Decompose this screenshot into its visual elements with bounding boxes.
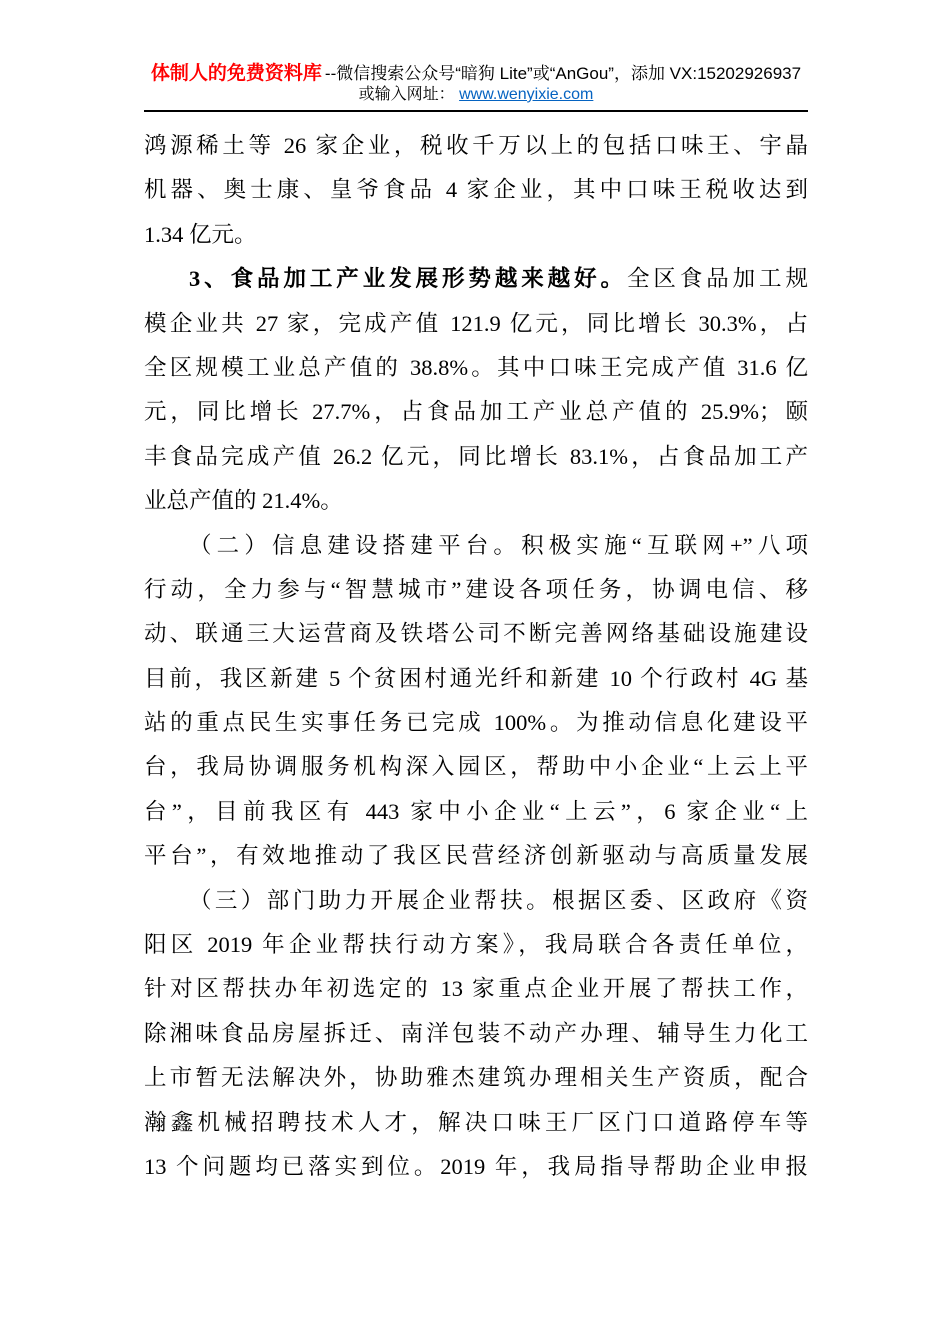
text-run: 行动，全力参与“智慧城市”建设各项任务，协调电信、移	[144, 576, 808, 602]
text-run: 13 个问题均已落实到位。2019 年，我局指导帮助企业申报	[144, 1153, 808, 1179]
text-line	[144, 834, 808, 878]
text-line	[144, 302, 808, 346]
text-run: 丰食品完成产值 26.2 亿元，同比增长 83.1%，占食品加工产	[144, 443, 808, 469]
text-run: 台”，目前我区有 443 家中小企业“上云”，6 家企业“上	[144, 798, 808, 824]
text-run: 上市暂无法解决外，协助雅杰建筑办理相关生产资质，配合	[144, 1065, 808, 1091]
text-line	[144, 1101, 808, 1145]
text-line	[144, 213, 808, 257]
text-run: 动、联通三大运营商及铁塔公司不断完善网络基础设施建设	[144, 621, 808, 647]
website-label: 或输入网址：	[358, 86, 455, 103]
text-run: 针对区帮扶办年初选定的 13 家重点企业开展了帮扶工作，	[144, 976, 808, 1002]
text-line	[144, 479, 808, 523]
text-run: 目前，我区新建 5 个贫困村通光纤和新建 10 个行政村 4G 基	[144, 665, 808, 691]
text-line	[144, 745, 808, 789]
text-line	[144, 1012, 808, 1056]
text-line	[144, 879, 808, 923]
text-line	[144, 612, 808, 656]
text-run: 台，我局协调服务机构深入园区，帮助中小企业“上云上平	[144, 754, 808, 780]
text-line	[144, 124, 808, 168]
text-run: 除湘味食品房屋拆迁、南洋包装不动产办理、辅导生力化工	[144, 1020, 808, 1046]
text-line	[144, 967, 808, 1011]
text-run: 机器、奥士康、皇爷食品 4 家企业，其中口味王税收达到	[144, 177, 808, 203]
text-run: 平台”，有效地推动了我区民营经济创新驱动与高质量发展	[144, 843, 808, 869]
text-line	[144, 657, 808, 701]
text-line	[144, 390, 808, 434]
text-line	[144, 1145, 808, 1189]
header-line-1	[144, 62, 808, 85]
header-tagline: --微信搜索公众号“暗狗 Lite”或“AnGou”，添加 VX:15202926937	[324, 64, 802, 83]
text-run: 全区规模工业总产值的 38.8%。其中口味王完成产值 31.6 亿	[144, 354, 808, 380]
page-header	[144, 62, 808, 112]
text-line	[144, 435, 808, 479]
brand-text: 体制人的免费资料库	[150, 63, 322, 84]
text-line	[144, 1056, 808, 1100]
text-run: 1.34 亿元。	[144, 221, 257, 247]
text-run: 元，同比增长 27.7%，占食品加工产业总产值的 25.9%；颐	[144, 399, 808, 425]
header-divider	[144, 110, 808, 112]
text-run: （三）部门助力开展企业帮扶。根据区委、区政府《资	[189, 887, 808, 913]
text-line	[144, 790, 808, 834]
text-run: 模企业共 27 家，完成产值 121.9 亿元，同比增长 30.3%，占	[144, 310, 808, 336]
text-line	[144, 568, 808, 612]
text-run: 鸿源稀土等 26 家企业，税收千万以上的包括口味王、宇晶	[144, 133, 808, 158]
text-line	[144, 923, 808, 967]
bold-heading-run: 3、食品加工产业发展形势越来越好。	[189, 266, 627, 292]
text-run: 业总产值的 21.4%。	[144, 488, 343, 514]
text-line	[144, 524, 808, 568]
header-line-2	[144, 85, 808, 105]
text-run: 站的重点民生实事任务已完成 100%。为推动信息化建设平	[144, 710, 808, 736]
text-line	[144, 257, 808, 301]
text-run: （二）信息建设搭建平台。积极实施“互联网+”八项	[189, 532, 808, 558]
text-line	[144, 346, 808, 390]
text-run: 阳区 2019 年企业帮扶行动方案》，我局联合各责任单位，	[144, 932, 808, 958]
text-run: 瀚鑫机械招聘技术人才，解决口味王厂区门口道路停车等	[144, 1109, 808, 1135]
text-line	[144, 701, 808, 745]
website-link[interactable]: www.wenyixie.com	[459, 86, 594, 103]
text-line	[144, 168, 808, 212]
text-run: 全区食品加工规	[626, 266, 808, 292]
document-body	[144, 124, 808, 1189]
